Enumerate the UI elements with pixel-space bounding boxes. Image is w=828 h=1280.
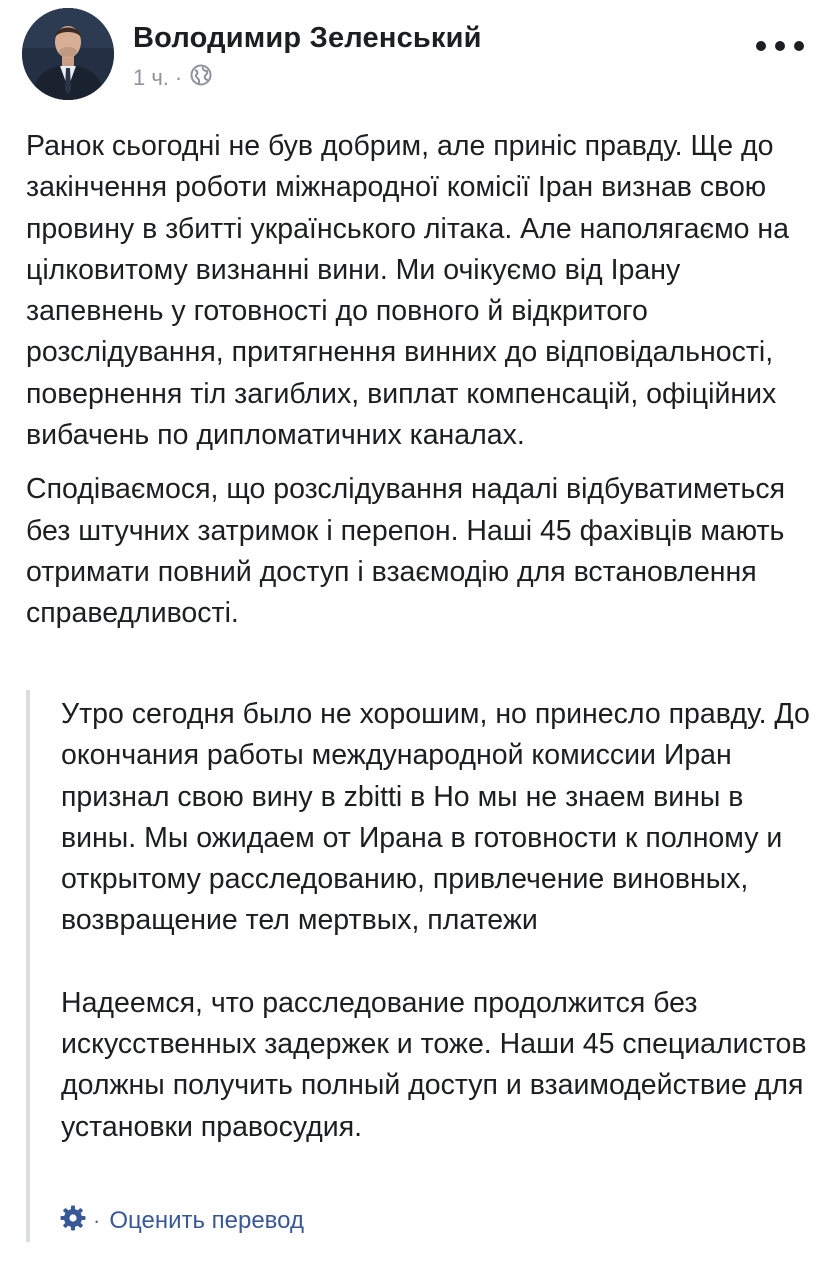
post-time[interactable]: 1 ч.: [133, 65, 169, 90]
post-text: [26, 126, 816, 648]
translation-text: [61, 694, 821, 1148]
gear-icon[interactable]: [59, 1204, 87, 1239]
more-dot: [794, 41, 804, 51]
rate-separator: ·: [93, 1208, 101, 1233]
post-paragraph: Сподіваємося, що розслідування надалі відбуватиметься без штучних затримок і перепон. Наші 45 фахівців мають отримати повний доступ і взаємодію для встановлення справедливості.: [26, 473, 786, 630]
rate-translation-row: [59, 1203, 304, 1239]
translation-block: [26, 690, 826, 1242]
avatar-image: [22, 8, 114, 100]
translation-paragraph: Надеемся, что расследование продолжится без искусственных задержек и тоже. Наши 45 специалистов должны получить полный доступ и взаимодействие для установки правосудия.: [61, 986, 807, 1143]
more-options-icon[interactable]: [756, 36, 804, 56]
more-dot: [756, 41, 766, 51]
meta-separator: ·: [174, 65, 183, 90]
avatar[interactable]: [22, 8, 114, 100]
more-dot: [775, 41, 785, 51]
post-header: [0, 0, 828, 110]
paragraph-gap: [61, 942, 821, 983]
author-name[interactable]: Володимир Зеленський: [133, 22, 482, 54]
globe-icon: [190, 64, 212, 92]
post-paragraph: Ранок сьогодні не був добрим, але приніс правду. Ще до закінчення роботи міжнародної комісії Іран визнав свою провину в збитті українського літака. Але наполягаємо на цілковитому визнанні вини. Ми очікуємо від Ірану запевнень у готовності до повного й відкритого розслідування, притягнення винних до відповідальності, повернення тіл загиблих, виплат компенсацій, офіційних вибачень по дипломатичних каналах.: [26, 130, 790, 452]
rate-translation-link[interactable]: Оценить перевод: [109, 1207, 304, 1234]
translation-paragraph: Утро сегодня было не хорошим, но принесло правду. До окончания работы международной комиссии Иран признал свою вину в zbitti в Но мы не знаем вины в вины. Мы ожидаем от Ирана в готовности к полному и открытому расследованию, привлечение виновных, возвращение тел мертвых, платежи: [61, 698, 810, 937]
post-meta: [133, 63, 212, 93]
